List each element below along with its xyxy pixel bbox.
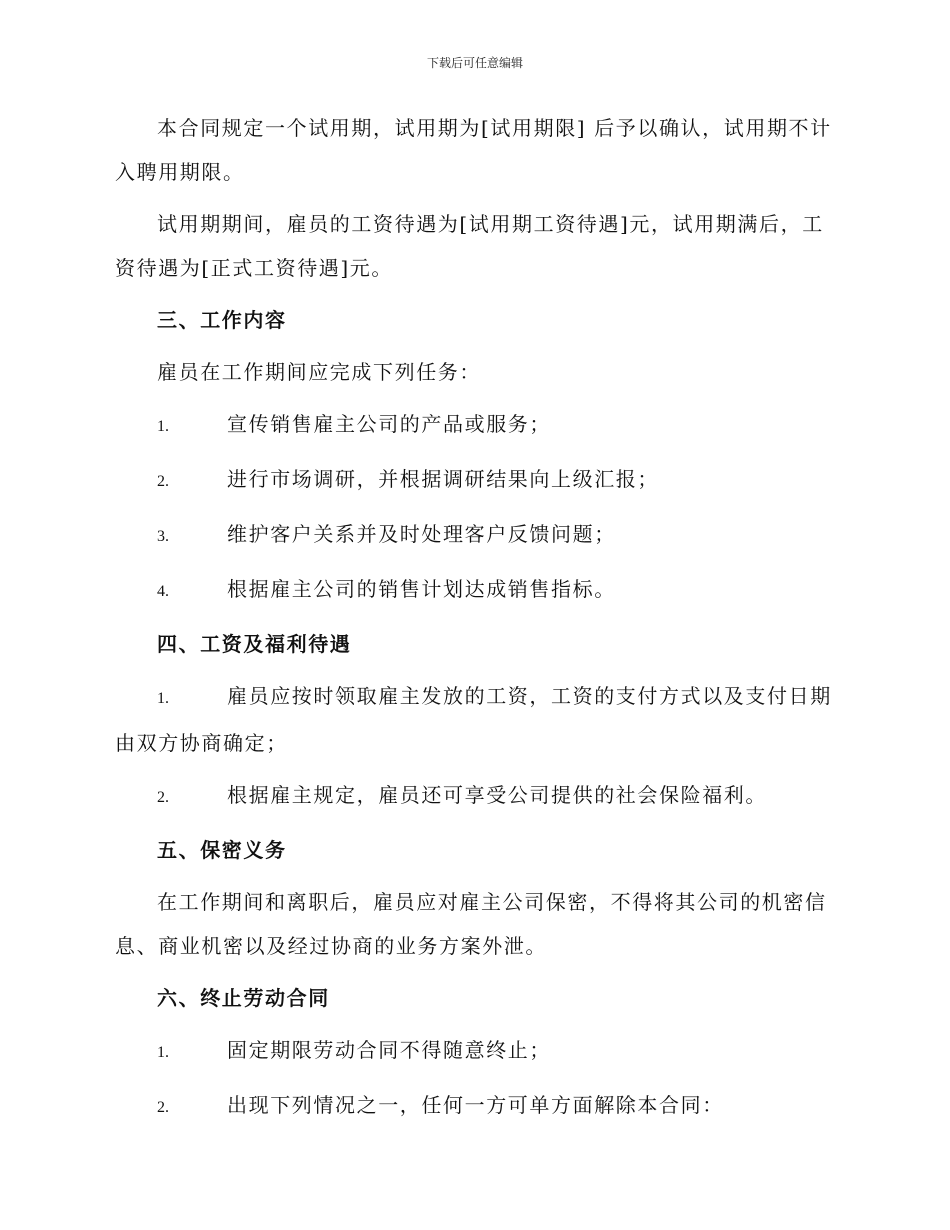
list-item-text: 根据雇主规定，雇员还可享受公司提供的社会保险福利。: [227, 783, 767, 807]
section-heading-work-content: 三、工作内容: [157, 308, 287, 332]
list-item-text: 宣传销售雇主公司的产品或服务；: [227, 412, 551, 436]
document-body: [115, 106, 835, 1138]
list-item-number: 1.: [157, 1044, 169, 1061]
list-item: [115, 402, 835, 449]
section-heading-salary-benefits: 四、工资及福利待遇: [157, 632, 352, 656]
paragraph-confidentiality: 在工作期间和离职后，雇员应对雇主公司保密，不得将其公司的机密信息、商业机密以及经过协商的业务方案外泄。: [115, 890, 827, 958]
list-item-text: 出现下列情况之一，任何一方可单方面解除本合同：: [227, 1093, 724, 1117]
list-item-number: 3.: [157, 528, 169, 545]
list-item-number: 4.: [157, 583, 169, 600]
paragraph-probation-salary: 试用期期间，雇员的工资待遇为[试用期工资待遇]元，试用期满后，工资待遇为[正式工资待遇]元。: [115, 212, 824, 280]
list-item: [115, 567, 835, 614]
list-item-text: 雇员应按时领取雇主发放的工资，工资的支付方式以及支付日期由双方协商确定；: [115, 684, 832, 755]
list-item-number: 2.: [157, 789, 169, 806]
list-item-text: 进行市场调研，并根据调研结果向上级汇报；: [227, 467, 659, 491]
list-item-text: 维护客户关系并及时处理客户反馈问题；: [227, 522, 616, 546]
section-heading-termination: 六、终止劳动合同: [157, 986, 330, 1010]
list-item: [115, 773, 835, 820]
page-header: 下载后可任意编辑: [426, 56, 523, 70]
section-heading-confidentiality: 五、保密义务: [157, 838, 287, 862]
list-item-number: 2.: [157, 473, 169, 490]
list-item: [115, 457, 835, 504]
list-item: [115, 1083, 835, 1130]
paragraph-tasks-intro: 雇员在工作期间应完成下列任务：: [157, 360, 481, 384]
list-item-text: 根据雇主公司的销售计划达成销售指标。: [227, 577, 616, 601]
list-item-text: 固定期限劳动合同不得随意终止；: [227, 1038, 551, 1062]
list-item: [115, 512, 835, 559]
list-item-number: 1.: [157, 690, 169, 707]
list-item-number: 1.: [157, 418, 169, 435]
list-item: [115, 1028, 835, 1075]
list-item: [115, 674, 835, 765]
paragraph-probation-period: 本合同规定一个试用期，试用期为[试用期限] 后予以确认，试用期不计入聘用期限。: [115, 116, 832, 184]
list-item-number: 2.: [157, 1099, 169, 1116]
